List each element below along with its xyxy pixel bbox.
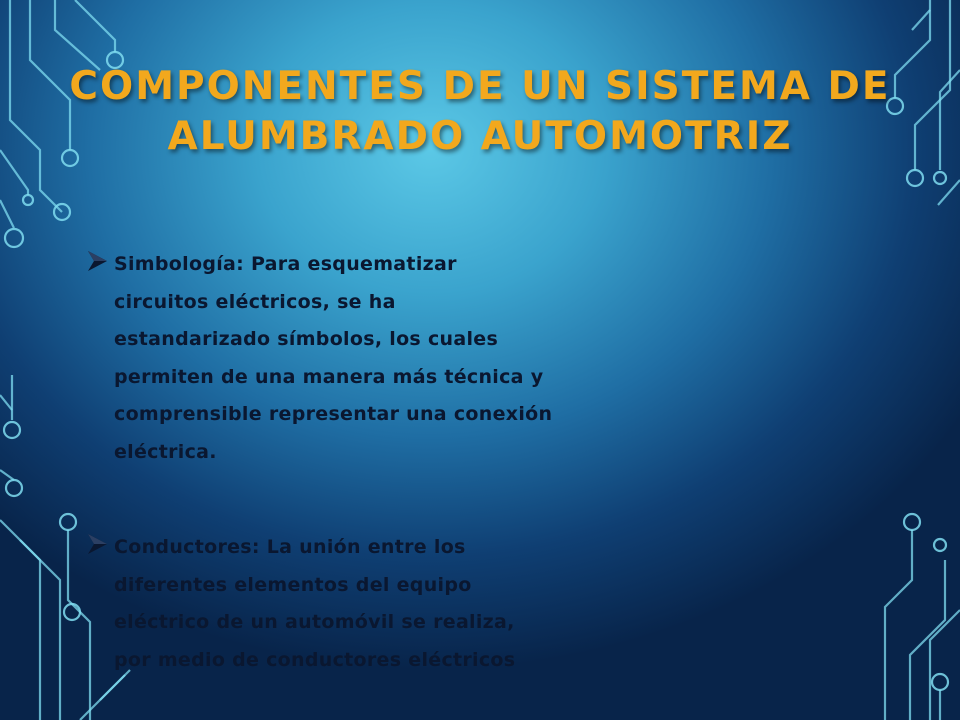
slide-title-line-1: COMPONENTES DE UN SISTEMA DE [69, 64, 891, 109]
arrowhead-bullet-icon [84, 248, 110, 274]
bullet-text: Conductores: La unión entre los diferentes elementos del equipo eléctrico de un automóvil se realiza, por medio de conductores eléctricos [114, 536, 516, 671]
bullet-text: Simbología: Para esquematizar circuitos eléctricos, se ha estandarizado símbolos, los cuales permiten de una manera más técnica y comprensible representar una conexión eléctrica. [114, 253, 553, 463]
arrowhead-bullet-icon [84, 531, 110, 557]
bullet-item-simbologia [84, 246, 554, 471]
bullet-list [84, 246, 554, 720]
bullet-item-conductores [84, 529, 554, 679]
slide-title [40, 62, 920, 162]
slide-title-line-2: ALUMBRADO AUTOMOTRIZ [167, 114, 793, 159]
